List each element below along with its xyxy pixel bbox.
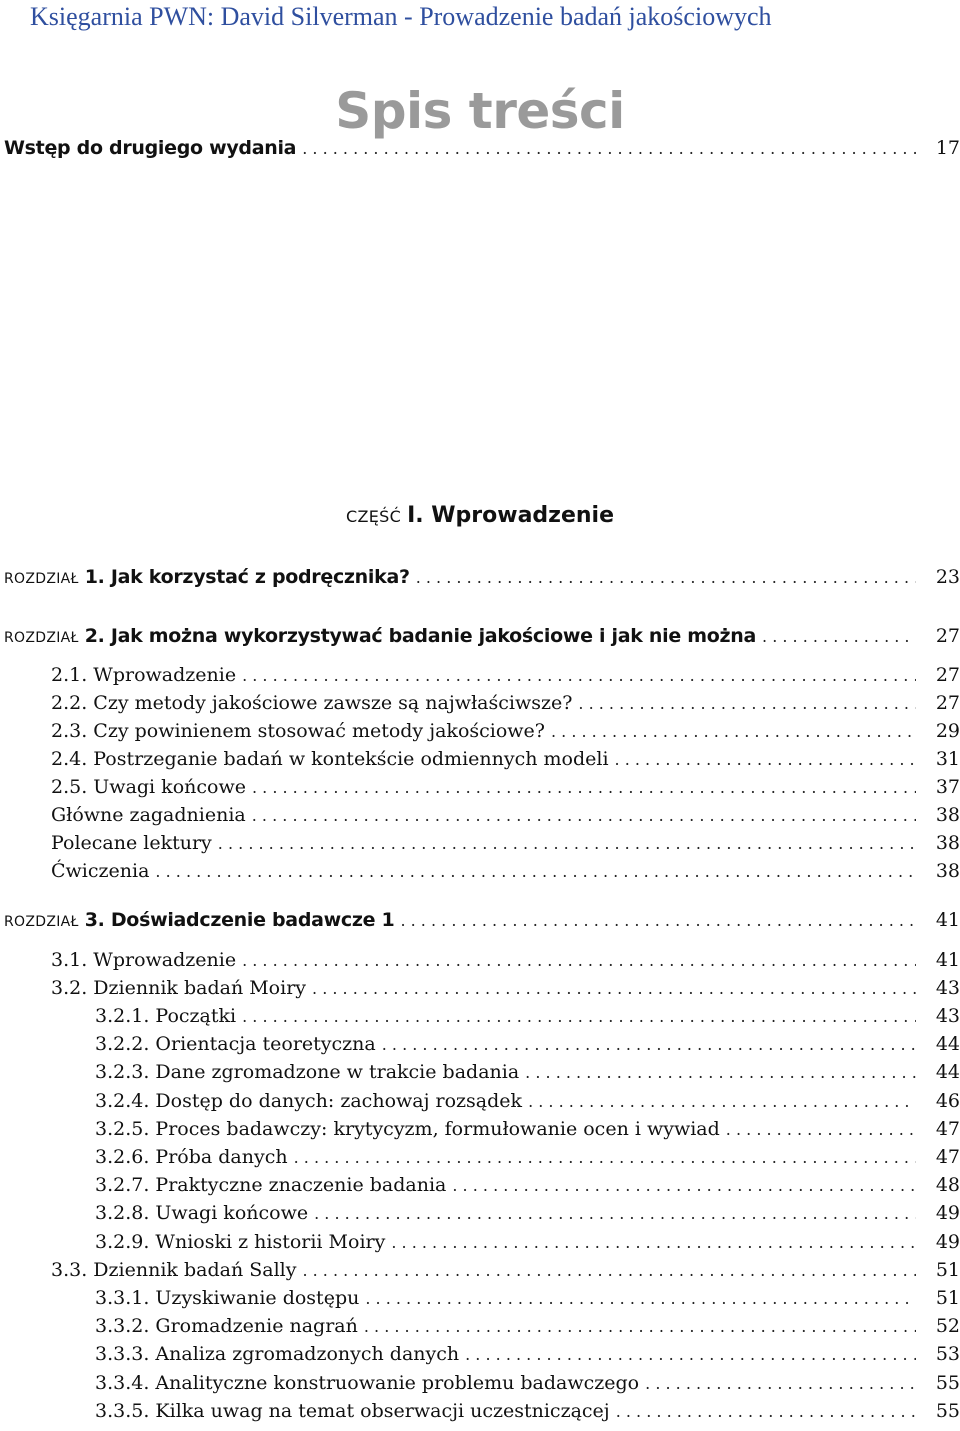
toc-entry-label: 3.3.4. Analityczne konstruowanie problemu badawczego bbox=[95, 1372, 640, 1394]
leader-dots bbox=[314, 1201, 916, 1227]
leader-dots bbox=[252, 775, 916, 801]
toc-entry-label: 3.3.5. Kilka uwag na temat obserwacji uczestniczącej bbox=[95, 1400, 610, 1422]
toc-entry-label: 3.2.3. Dane zgromadzone w trakcie badania bbox=[95, 1061, 520, 1083]
toc-entry bbox=[95, 1031, 960, 1057]
toc-entry-label bbox=[4, 907, 400, 935]
toc-entry-page: 48 bbox=[935, 1174, 960, 1196]
toc-entry-page: 47 bbox=[935, 1118, 960, 1140]
toc-entry bbox=[51, 802, 960, 828]
leader-dots bbox=[312, 976, 916, 1002]
toc-entry bbox=[51, 947, 960, 973]
toc-entry-page: 37 bbox=[935, 776, 960, 798]
toc-entry-page: 43 bbox=[935, 977, 960, 999]
toc-entry bbox=[95, 1059, 960, 1085]
toc-entry-label: 3.3. Dziennik badań Sally bbox=[51, 1259, 297, 1281]
toc-entry-page: 23 bbox=[935, 566, 960, 588]
toc-entry-label bbox=[4, 564, 416, 592]
leader-dots bbox=[252, 803, 916, 829]
leader-dots bbox=[616, 1399, 916, 1425]
part-heading bbox=[0, 503, 960, 528]
leader-dots bbox=[525, 1060, 916, 1086]
toc-entry-page: 27 bbox=[935, 692, 960, 714]
toc-entry-label: 2.3. Czy powinienem stosować metody jakościowe? bbox=[51, 720, 545, 742]
toc-entry-chapter-3 bbox=[4, 907, 960, 933]
toc-entry bbox=[95, 1370, 960, 1396]
toc-entry-page: 41 bbox=[935, 949, 960, 971]
leader-dots bbox=[155, 859, 916, 885]
toc-entry-page: 55 bbox=[935, 1400, 960, 1422]
toc-entry bbox=[51, 1257, 960, 1283]
toc-entry-label: 3.2.8. Uwagi końcowe bbox=[95, 1202, 309, 1224]
toc-entry-page: 29 bbox=[935, 720, 960, 742]
leader-dots bbox=[364, 1314, 916, 1340]
toc-entry-label: 3.2.1. Początki bbox=[95, 1005, 237, 1027]
toc-entry-chapter-2 bbox=[4, 623, 960, 649]
leader-dots bbox=[242, 948, 916, 974]
toc-entry-page: 51 bbox=[935, 1287, 960, 1309]
toc-entry-label: 3.2.6. Próba danych bbox=[95, 1146, 288, 1168]
leader-dots bbox=[302, 1258, 916, 1284]
toc-entry-label: 3.2.2. Orientacja teoretyczna bbox=[95, 1033, 376, 1055]
toc-entry-label: 2.5. Uwagi końcowe bbox=[51, 776, 246, 798]
leader-dots bbox=[551, 719, 916, 745]
chapter-prefix: ROZDZIAŁ bbox=[4, 571, 79, 587]
toc-entry-page: 31 bbox=[935, 748, 960, 770]
toc-entry bbox=[51, 662, 960, 688]
toc-entry-page: 27 bbox=[935, 664, 960, 686]
toc-entry bbox=[51, 830, 960, 856]
toc-entry-page: 53 bbox=[935, 1343, 960, 1365]
toc-entry-chapter-1 bbox=[4, 564, 960, 590]
toc-entry-label: 3.1. Wprowadzenie bbox=[51, 949, 237, 971]
toc-entry-label: 3.3.1. Uzyskiwanie dostępu bbox=[95, 1287, 360, 1309]
leader-dots bbox=[762, 624, 916, 650]
toc-entry-label: 3.3.2. Gromadzenie nagrań bbox=[95, 1315, 358, 1337]
toc-entry bbox=[95, 1398, 960, 1424]
toc-entry bbox=[95, 1285, 960, 1311]
toc-entry-page: 46 bbox=[935, 1090, 960, 1112]
page-title: Spis treści bbox=[335, 82, 625, 140]
chapter-title: 3. Doświadczenie badawcze 1 bbox=[84, 909, 395, 931]
toc-entry-page: 51 bbox=[935, 1259, 960, 1281]
toc-entry bbox=[95, 1229, 960, 1255]
leader-dots bbox=[416, 565, 916, 591]
toc-entry bbox=[95, 1003, 960, 1029]
toc-entry-label: 2.2. Czy metody jakościowe zawsze są najwłaściwsze? bbox=[51, 692, 573, 714]
toc-entry-preface bbox=[4, 135, 960, 161]
leader-dots bbox=[578, 691, 916, 717]
leader-dots bbox=[391, 1230, 916, 1256]
toc-entry-label: Główne zagadnienia bbox=[51, 804, 246, 826]
leader-dots bbox=[645, 1371, 916, 1397]
toc-entry-page: 17 bbox=[935, 137, 960, 159]
toc-entry bbox=[95, 1116, 960, 1142]
leader-dots bbox=[365, 1286, 916, 1312]
toc-entry-page: 43 bbox=[935, 1005, 960, 1027]
toc-entry-label: 3.2.7. Praktyczne znaczenie badania bbox=[95, 1174, 447, 1196]
toc-entry-page: 44 bbox=[935, 1061, 960, 1083]
leader-dots bbox=[465, 1342, 916, 1368]
toc-entry-page: 38 bbox=[935, 804, 960, 826]
chapter-title: 1. Jak korzystać z podręcznika? bbox=[84, 566, 410, 588]
toc-entry-page: 49 bbox=[935, 1202, 960, 1224]
toc-entry-label: 2.1. Wprowadzenie bbox=[51, 664, 237, 686]
toc-entry-label: 3.2.9. Wnioski z historii Moiry bbox=[95, 1231, 386, 1253]
toc-entry-page: 47 bbox=[935, 1146, 960, 1168]
part-prefix: CZĘŚĆ bbox=[345, 507, 402, 526]
toc-entry bbox=[51, 718, 960, 744]
toc-entry bbox=[95, 1088, 960, 1114]
toc-entry-page: 49 bbox=[935, 1231, 960, 1253]
source-banner: Księgarnia PWN: David Silverman - Prowadzenie badań jakościowych bbox=[30, 2, 772, 31]
toc-entry-label: 3.2. Dziennik badań Moiry bbox=[51, 977, 307, 999]
toc-entry-page: 44 bbox=[935, 1033, 960, 1055]
toc-entry-label bbox=[4, 623, 762, 651]
toc-entry-label: 2.4. Postrzeganie badań w kontekście odmiennych modeli bbox=[51, 748, 609, 770]
toc-entry-page: 38 bbox=[935, 832, 960, 854]
part-title: I. Wprowadzenie bbox=[407, 503, 615, 528]
leader-dots bbox=[615, 747, 916, 773]
toc-entry-page: 55 bbox=[935, 1372, 960, 1394]
toc-entry-label: 3.2.5. Proces badawczy: krytycyzm, formułowanie ocen i wywiad bbox=[95, 1118, 720, 1140]
leader-dots bbox=[528, 1089, 916, 1115]
leader-dots bbox=[242, 1004, 916, 1030]
toc-entry bbox=[95, 1200, 960, 1226]
toc-entry-label: Ćwiczenia bbox=[51, 860, 150, 882]
toc-entry bbox=[95, 1172, 960, 1198]
leader-dots bbox=[294, 1145, 916, 1171]
leader-dots bbox=[452, 1173, 916, 1199]
toc-entry bbox=[95, 1144, 960, 1170]
toc-entry-label: Polecane lektury bbox=[51, 832, 212, 854]
toc-entry-label: Wstęp do drugiego wydania bbox=[4, 137, 297, 159]
toc-entry-label: 3.2.4. Dostęp do danych: zachowaj rozsądek bbox=[95, 1090, 523, 1112]
toc-entry bbox=[51, 746, 960, 772]
toc-entry-page: 52 bbox=[935, 1315, 960, 1337]
leader-dots bbox=[400, 908, 916, 934]
toc-entry bbox=[51, 774, 960, 800]
toc-entry-page: 38 bbox=[935, 860, 960, 882]
toc-entry bbox=[51, 975, 960, 1001]
chapter-title: 2. Jak można wykorzystywać badanie jakościowe i jak nie można bbox=[84, 625, 757, 647]
toc-entry bbox=[51, 690, 960, 716]
toc-entry-label: 3.3.3. Analiza zgromadzonych danych bbox=[95, 1343, 460, 1365]
leader-dots bbox=[242, 663, 916, 689]
leader-dots bbox=[218, 831, 916, 857]
leader-dots bbox=[302, 136, 916, 162]
chapter-prefix: ROZDZIAŁ bbox=[4, 630, 79, 646]
toc-entry bbox=[95, 1341, 960, 1367]
toc-entry-page: 27 bbox=[935, 625, 960, 647]
toc-entry-page: 41 bbox=[935, 909, 960, 931]
toc-entry bbox=[51, 858, 960, 884]
leader-dots bbox=[382, 1032, 916, 1058]
toc-entry bbox=[95, 1313, 960, 1339]
leader-dots bbox=[726, 1117, 916, 1143]
chapter-prefix: ROZDZIAŁ bbox=[4, 914, 79, 930]
